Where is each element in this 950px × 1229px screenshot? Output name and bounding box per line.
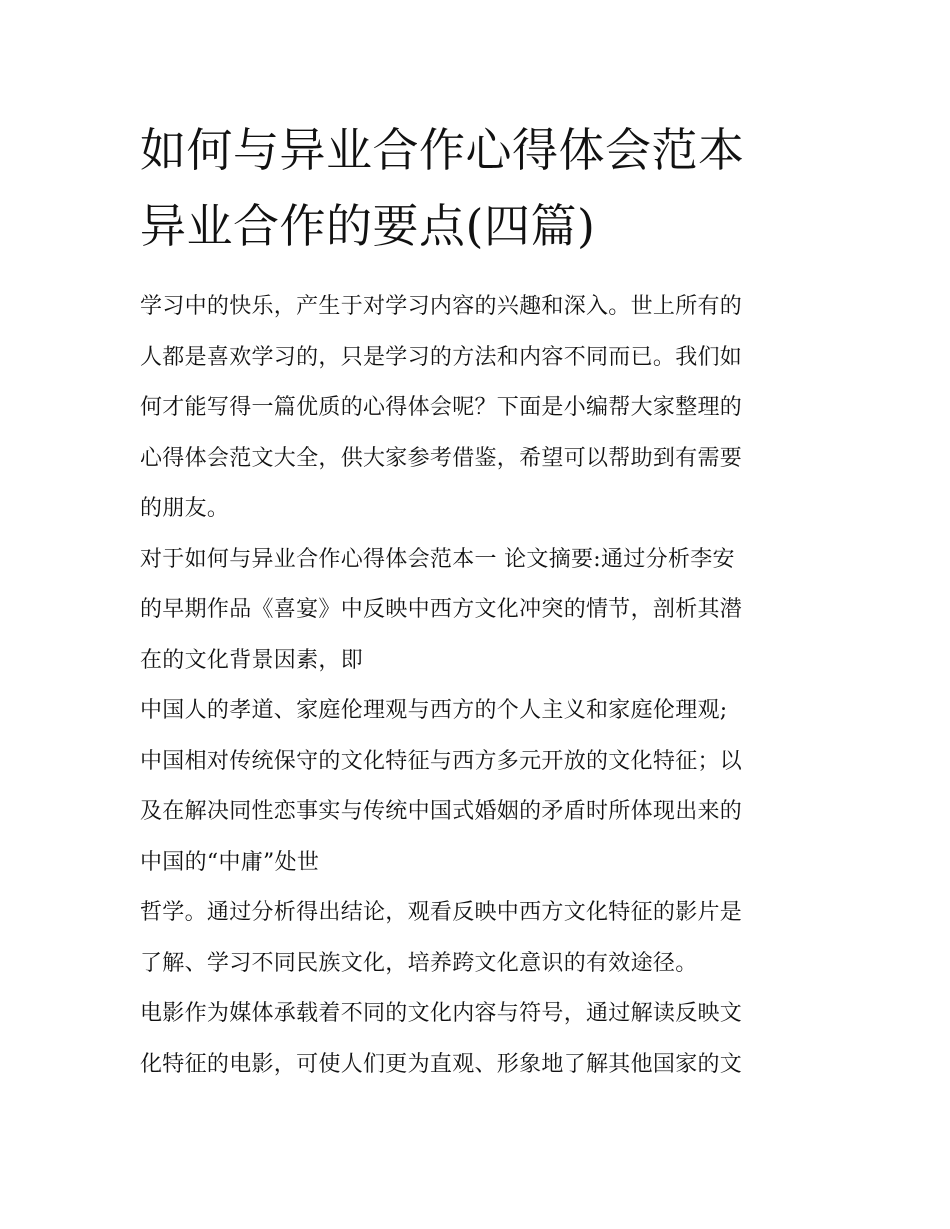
text-line: 的早期作品《喜宴》中反映中西方文化冲突的情节，剖析其潜 [140, 597, 743, 622]
text-line: 的朋友。 [140, 496, 230, 521]
text-line: 电影作为媒体承载着不同的文化内容与符号，通过解读反映文 [140, 1001, 743, 1026]
text-line: 心得体会范文大全，供大家参考借鉴，希望可以帮助到有需要 [140, 445, 743, 471]
document-title [140, 112, 815, 264]
document-content [140, 112, 815, 1090]
text-line: 对于如何与异业合作心得体会范本一 论文摘要:通过分析李安 [140, 546, 735, 572]
text-line: 人都是喜欢学习的，只是学习的方法和内容不同而已。我们如 [140, 344, 743, 370]
paragraph-intro [140, 282, 815, 535]
text-line: 在的文化背景因素，即 [140, 647, 364, 673]
text-line: 何才能写得一篇优质的心得体会呢？下面是小编帮大家整理的 [140, 395, 743, 420]
text-line: 中国相对传统保守的文化特征与西方多元开放的文化特征；以 [140, 748, 743, 774]
paragraph-conclusion [140, 888, 815, 989]
title-line: 异业合作的要点(四篇) [140, 199, 596, 253]
title-line: 如何与异业合作心得体会范本 [140, 123, 745, 177]
text-line: 化特征的电影，可使人们更为直观、形象地了解其他国家的文 [140, 1051, 743, 1077]
paragraph-abstract [140, 535, 815, 687]
paragraph-culture [140, 686, 815, 888]
text-line: 中国的“中庸”处世 [140, 849, 320, 875]
text-line: 哲学。通过分析得出结论，观看反映中西方文化特征的影片是 [140, 900, 743, 925]
text-line: 中国人的孝道、家庭伦理观与西方的个人主义和家庭伦理观; [140, 698, 728, 723]
text-line: 学习中的快乐，产生于对学习内容的兴趣和深入。世上所有的 [140, 294, 743, 319]
paragraph-film [140, 989, 815, 1090]
text-line: 了解、学习不同民族文化，培养跨文化意识的有效途径。 [140, 950, 698, 976]
text-line: 及在解决同性恋事实与传统中国式婚姻的矛盾时所体现出来的 [140, 799, 743, 824]
